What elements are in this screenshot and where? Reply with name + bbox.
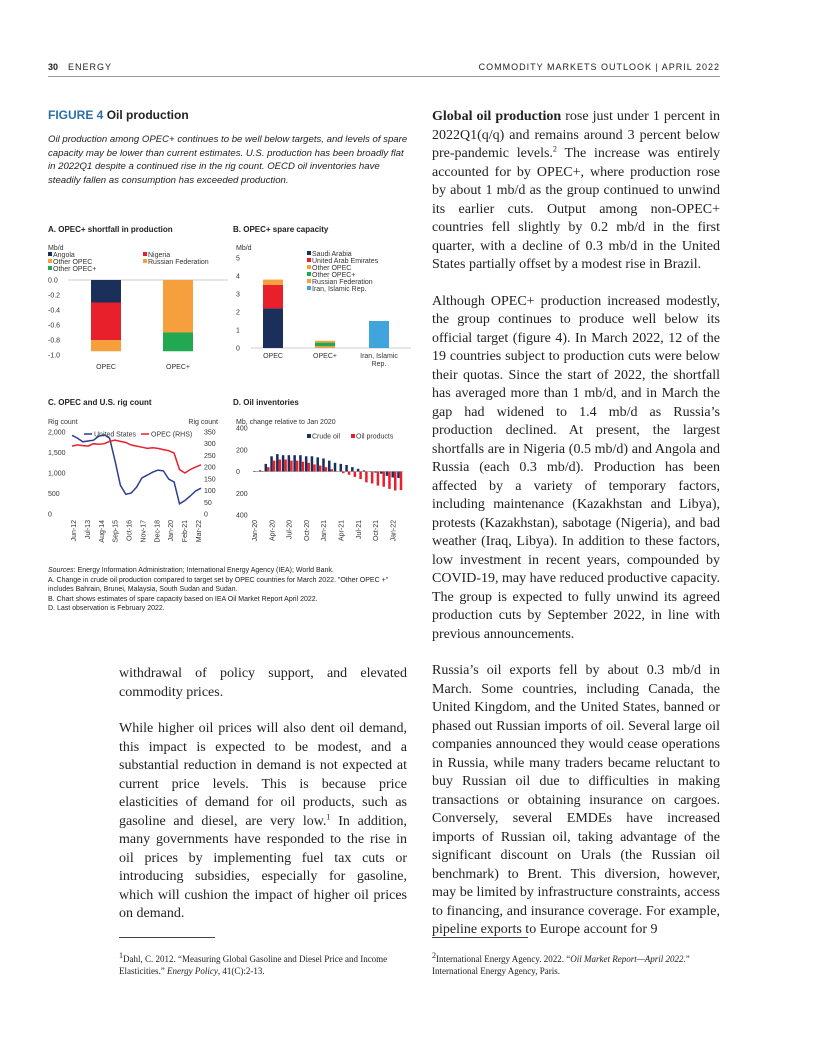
bar-iran-islamic-rep-iran-islamic-rep — [369, 321, 389, 348]
ytick-right-label: 0 — [204, 511, 208, 519]
bar-oil-products — [331, 469, 334, 471]
ytick-left-label: 1,500 — [48, 450, 66, 457]
bar-crude-oil — [351, 467, 354, 471]
header-rule — [48, 76, 720, 77]
figure-subtitle: Oil production among OPEC+ continues to be well below targets, and levels of spare capacity may be lower than current estimates. U.S. production has been broadly flat in 2022Q1 despite a continued rise in the rig count. OECD oil inventories have steadily fallen as consumption has exceeded production. — [48, 134, 408, 186]
bar-oil-products — [394, 472, 397, 491]
legend-opec: OPEC (RHS) — [151, 431, 193, 439]
xtick-label: Sep-15 — [112, 520, 120, 543]
bar-opec-russian-federation — [315, 341, 335, 343]
xtick-label: Nov-17 — [140, 520, 148, 543]
bar-crude-oil — [316, 457, 319, 471]
ytick-label: -0.8 — [48, 337, 61, 345]
ylabel-left: Rig count — [48, 419, 78, 426]
ytick-label: 400 — [236, 512, 248, 520]
xtick-label: Jan-20 — [168, 520, 176, 542]
xtick-label: Jul-20 — [286, 520, 294, 540]
ytick-left-label: 500 — [48, 491, 60, 498]
ylabel-right: Rig count — [188, 419, 218, 426]
ytick-label: 5 — [236, 255, 240, 263]
bar-oil-products — [313, 464, 316, 471]
ytick-right-label: 250 — [204, 452, 216, 460]
bar-crude-oil — [397, 472, 400, 479]
ytick-label: 200 — [236, 447, 248, 455]
right-paragraph-2: Although OPEC+ production increased modestly, the group continues to produce well below its official target (figure 4). In March 2022, 12 of the 19 countries subject to production cuts were below their quotas. Since the start of 2022, the shortfall has averaged more than 1 mb/d, and in March the gap had widened to 1.4 mb/d as Russia’s production declined. At present, the largest shortfalls are in Nigeria (0.5 mb/d) and Angola and Russia (each 0.3 mb/d). Production has been affected by a variety of temporary factors, including maintenance (Kazakhstan and Libya), protests (Kazakhstan), sabotage (Nigeria), and bad weather (Iraq, Libya). In addition to these factors, low investment in recent years, compounded by COVID-19, may have reduced productive capacity. The group is expected to fully unwind its agreed production cuts by September 2022, in line with previous announcements. — [432, 293, 720, 642]
ytick-right-label: 150 — [204, 476, 216, 484]
legend-swatch-russian-federation — [307, 279, 311, 283]
right-paragraph-3: Russia’s oil exports fell by about 0.3 mb/d in March. Some countries, including Canada, the United Kingdom, and the United States, banned or phased out Russian imports of oil. Several large oil companies announced they would cease operations in Russia, while many traders became reluctant to buy Russian oil due to difficulties in making transactions or obtaining insurance on cargoes. Conversely, several EMDEs have increased imports of Russian oil, taking advantage of the significant discount on Urals (the Russian oil benchmark) to Brent. This diversion, however, may be limited by infrastructure constraints, access to financing, and insurance coverage. For example, pipeline exports to Europe account for 9 — [432, 663, 720, 937]
legend-crude-oil: Crude oil — [312, 433, 341, 441]
page-header-left — [48, 62, 112, 72]
bar-oil-products — [273, 461, 276, 472]
panel-d-title: D. Oil inventories — [233, 398, 299, 407]
panel-b-title: B. OPEC+ spare capacity — [233, 225, 329, 234]
footnote-rule-left — [119, 937, 215, 938]
xtick-label: Apr-21 — [338, 520, 346, 542]
ytick-label: 4 — [236, 273, 240, 281]
bar-crude-oil — [253, 471, 256, 472]
bar-opec-other-opec — [315, 343, 335, 347]
ytick-label: -1.0 — [48, 352, 61, 360]
chart-b-spare-capacity — [233, 238, 411, 378]
bar-crude-oil — [391, 472, 394, 478]
legend-swatch-russian-federation — [143, 259, 147, 263]
ytick-label: 3 — [236, 291, 240, 299]
footnote-rule-right — [432, 937, 528, 938]
xtick-label: Jun-12 — [71, 520, 78, 542]
section-name: ENERGY — [68, 62, 113, 72]
legend-iran-islamic-rep: Iran, Islamic Rep. — [312, 286, 367, 293]
ytick-right-label: 100 — [204, 488, 216, 496]
xtick-label: Mar-22 — [196, 520, 203, 543]
ytick-left-label: 1,000 — [48, 470, 66, 478]
ytick-label: 200 — [236, 490, 248, 498]
legend-united-states: United States — [94, 431, 137, 439]
xtick-label: Jan-22 — [390, 520, 398, 542]
bar-crude-oil — [282, 455, 285, 471]
xtick-label: Oct-20 — [303, 520, 311, 542]
ytick-left-label: 0 — [48, 511, 52, 519]
bar-oil-products — [365, 472, 368, 483]
chart-d-oil-inventories — [233, 412, 411, 554]
bar-oil-products — [319, 466, 322, 472]
note-d: D. Last observation is February 2022. — [48, 605, 165, 613]
chart-c-rig-count — [48, 412, 228, 554]
bar-crude-oil — [311, 456, 314, 471]
legend-swatch-oil-products — [351, 434, 355, 438]
bar-crude-oil — [374, 472, 377, 473]
publication-title: COMMODITY MARKETS OUTLOOK | APRIL 2022 — [478, 62, 720, 72]
xtick-label: Apr-20 — [269, 520, 277, 542]
footnote-ref-2: 2 — [552, 144, 557, 154]
xtick-label: Jan-21 — [321, 520, 329, 542]
bar-oil-products — [296, 461, 299, 472]
figure-title — [48, 108, 189, 122]
footnote-1: $^1$Dahl, C. 2012. “Measuring Global Gasoline and Diesel Price and Income Elasticities.” Energy Policy, 41(C):2-13. — [119, 951, 388, 976]
note-b: B. Chart shows estimates of spare capacity based on IEA Oil Market Report April 2022. — [48, 595, 318, 603]
ytick-right-label: 200 — [204, 464, 216, 472]
bar-oil-products — [290, 461, 293, 472]
left-paragraph-2: While higher oil prices will also dent oil demand, this impact is expected to be modest, and a substantial reduction in demand is not expected at current price levels. This is because price elasticities of demand for oil products, such as gasoline and diesel, are very low.$^1$ In addition, many governments have responded to the rise in oil prices by implementing fuel tax cuts or introducing subsidies, especially for gasoline, which will cushion the impact of higher oil prices on demand. — [119, 721, 407, 921]
legend-russian-federation: Russian Federation — [148, 259, 209, 266]
bar-opec-united-arab-emirates — [263, 285, 283, 308]
bar-oil-products — [382, 472, 385, 487]
xtick-label: Feb-21 — [182, 520, 190, 543]
bar-crude-oil — [334, 463, 337, 472]
xtick-label: OPEC+ — [166, 364, 190, 371]
legend-oil-products: Oil products — [356, 433, 394, 441]
bar-opec-other-opec — [263, 280, 283, 285]
chart-a-opec-shortfall — [48, 238, 228, 378]
bar-crude-oil — [305, 456, 308, 471]
left-paragraph-1: withdrawal of policy support, and elevated commodity prices. — [119, 666, 407, 700]
legend-swatch-saudi-arabia — [307, 251, 311, 255]
legend-other-opec: Other OPEC+ — [312, 272, 356, 279]
legend-united-arab-emirates: United Arab Emirates — [312, 258, 379, 265]
bar-oil-products — [388, 472, 391, 489]
bar-oil-products — [261, 471, 264, 472]
xtick-label: Jul-21 — [355, 520, 363, 540]
ytick-label: -0.6 — [48, 322, 61, 330]
ytick-left-label: 2,000 — [48, 429, 66, 437]
sources-text: : Energy Information Administration; International Energy Agency (IEA); World Bank. — [73, 567, 334, 574]
bar-crude-oil — [259, 470, 262, 471]
legend-swatch-angola — [48, 252, 52, 256]
bar-opec-russian-federation — [163, 310, 193, 333]
bar-opec-other-opec — [91, 340, 121, 351]
xtick-label: Jul-13 — [84, 520, 92, 540]
legend-swatch-other-opec — [48, 266, 52, 270]
note-a: A. Change in crude oil production compared to target set by OPEC countries for March 2022. "Other OPEC +" includes Bahrain, Brunei, Malaysia, South Sudan and Sudan. — [48, 576, 389, 594]
legend-russian-federation: Russian Federation — [312, 279, 373, 286]
legend-swatch-other-opec — [48, 259, 52, 263]
xtick-label: Oct-21 — [373, 520, 381, 542]
bar-crude-oil — [293, 455, 296, 471]
ytick-label: -0.2 — [48, 292, 61, 300]
legend-nigeria: Nigeria — [148, 252, 171, 259]
legend-angola: Angola — [53, 252, 75, 259]
ylabel: Mb, change relative to Jan 2020 — [236, 419, 336, 426]
right-body-column — [432, 108, 720, 958]
bar-opec-angola — [91, 280, 121, 303]
bar-crude-oil — [288, 455, 291, 471]
xtick-label: OPEC — [96, 364, 116, 371]
legend-saudi-arabia: Saudi Arabia — [312, 251, 352, 258]
bar-oil-products — [307, 463, 310, 472]
xtick-label: Aug-14 — [98, 520, 106, 543]
bar-oil-products — [284, 460, 287, 472]
bar-crude-oil — [276, 454, 279, 471]
xtick-label: Oct-16 — [126, 520, 134, 542]
bar-crude-oil — [380, 472, 383, 474]
legend-other-opec: Other OPEC+ — [53, 266, 97, 273]
figure-label: FIGURE 4 — [48, 108, 104, 122]
ytick-label: 0 — [236, 345, 240, 353]
series-line-opec-rhs — [72, 440, 201, 473]
legend-swatch-other-opec — [307, 272, 311, 276]
bar-oil-products — [377, 472, 380, 486]
figure-sources — [48, 566, 408, 614]
ytick-right-label: 350 — [204, 429, 216, 437]
legend-other-opec: Other OPEC — [312, 265, 352, 272]
ytick-label: 400 — [236, 425, 248, 433]
xtick-label: Dec-18 — [154, 520, 162, 543]
ytick-label: 0.0 — [48, 277, 58, 285]
left-body-column — [119, 665, 407, 942]
bar-crude-oil — [322, 458, 325, 471]
bar-crude-oil — [386, 472, 389, 476]
ytick-right-label: 50 — [204, 499, 212, 507]
bar-crude-oil — [270, 456, 273, 471]
bar-oil-products — [400, 472, 403, 490]
bar-crude-oil — [328, 461, 331, 472]
bar-oil-products — [354, 472, 357, 477]
bar-opec-other-opec — [163, 280, 193, 310]
bar-oil-products — [371, 472, 374, 484]
panel-a-title: A. OPEC+ shortfall in production — [48, 225, 173, 234]
ylabel: Mb/d — [48, 245, 64, 252]
legend-swatch-nigeria — [143, 252, 147, 256]
footnote-ref-1: 1 — [326, 811, 331, 821]
bar-crude-oil — [357, 469, 360, 472]
bar-crude-oil — [265, 464, 268, 472]
bar-oil-products — [348, 472, 351, 475]
panel-c-title: C. OPEC and U.S. rig count — [48, 398, 152, 407]
legend-other-opec: Other OPEC — [53, 259, 93, 266]
bar-oil-products — [342, 472, 345, 474]
ytick-label: -0.4 — [48, 307, 61, 315]
figure-title-text: Oil production — [106, 108, 189, 122]
ytick-label: 0 — [236, 469, 240, 476]
bar-crude-oil — [363, 470, 366, 471]
bar-crude-oil — [345, 465, 348, 472]
bar-oil-products — [325, 467, 328, 471]
legend-swatch-iran-islamic-rep — [307, 286, 311, 290]
right-paragraph-1: Global oil production rose just under 1 percent in 2022Q1(q/q) and remains around 3 percent below pre-pandemic levels.$^2$ The increase was entirely accounted for by OPEC+, where production rose by about 1 mb/d as the group continued to unwind its earlier cuts. Output among non-OPEC+ countries fell slightly by 0.2 mb/d in the first quarter, with a decline of 0.3 mb/d in the United States partially offset by a modest rise in Brazil. — [432, 109, 720, 272]
bar-opec-other-opec — [315, 346, 335, 348]
legend-swatch-other-opec — [307, 265, 311, 269]
bar-crude-oil — [299, 455, 302, 471]
page-number: 30 — [48, 62, 59, 72]
ytick-label: 1 — [236, 327, 240, 335]
bar-opec-nigeria — [91, 303, 121, 341]
xtick-label: Jan-20 — [252, 520, 259, 542]
xtick-label: OPEC — [263, 353, 283, 360]
bar-oil-products — [279, 460, 282, 472]
ytick-right-label: 300 — [204, 441, 216, 449]
bar-opec-other-opec — [163, 333, 193, 352]
legend-swatch-united-arab-emirates — [307, 258, 311, 262]
xtick-label: Iran, Islamic Rep. — [360, 353, 398, 368]
ytick-label: 2 — [236, 309, 240, 317]
ylabel: Mb/d — [236, 245, 252, 252]
bar-crude-oil — [340, 464, 343, 472]
legend-swatch-crude-oil — [307, 434, 311, 438]
bar-oil-products — [267, 467, 270, 471]
bar-oil-products — [359, 472, 362, 480]
bar-opec-saudi-arabia — [263, 308, 283, 348]
xtick-label: OPEC+ — [313, 353, 337, 360]
bar-oil-products — [302, 462, 305, 472]
sources-label: Sources — [48, 567, 74, 574]
footnote-2: $^2$International Energy Agency. 2022. “Oil Market Report—April 2022.” International Energy Agency, Paris. — [432, 951, 690, 976]
